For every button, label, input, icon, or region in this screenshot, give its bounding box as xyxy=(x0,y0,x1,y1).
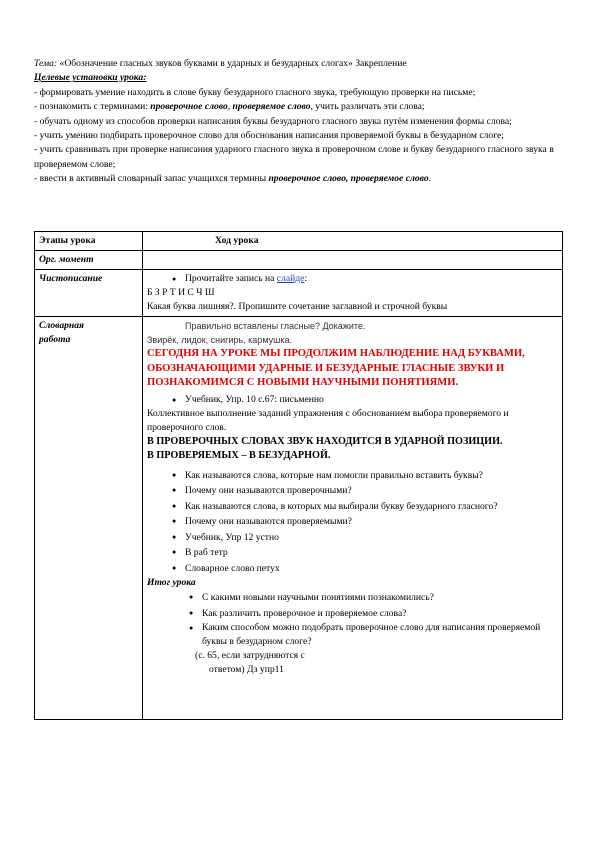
summary-heading: Итог урока xyxy=(147,577,196,588)
summary-text: Как различить проверочное и проверяемое слова? xyxy=(202,607,407,619)
penmanship-question: Какая буква лишняя?. Пропишите сочетание заглавной и строчной буквы xyxy=(147,301,448,312)
vocab-line-2: Звирёк, лидок, снигирь, кармушка. xyxy=(147,335,292,345)
list-item xyxy=(172,530,558,546)
question-text: Словарное слово петух xyxy=(185,562,280,574)
bullet-icon: ● xyxy=(172,517,177,525)
list-item xyxy=(189,621,558,649)
vocab-bold-2: В ПРОВЕРЯЕМЫХ – В БЕЗУДАРНОЙ. xyxy=(147,450,331,461)
summary-text: С какими новыми научными понятиями познакомились? xyxy=(202,592,434,603)
goal-6 xyxy=(34,172,562,186)
stage-org: Орг. момент xyxy=(35,251,143,270)
bullet-icon: ● xyxy=(172,275,177,283)
penmanship-list xyxy=(147,272,558,286)
question-text: Почему они называются проверяемыми? xyxy=(185,516,352,527)
goal-2-term-checking: проверочное слово xyxy=(150,101,228,113)
stage-vocab-line-2: работа xyxy=(39,334,71,345)
table-row-penmanship xyxy=(35,270,563,317)
bullet-icon: ● xyxy=(189,593,194,601)
goal-4: - учить умению подбирать проверочное слово для обоснования написания проверяемой буквы в безударном слоге; xyxy=(34,130,504,142)
goal-6-terms: проверочное слово, проверяемое слово xyxy=(268,173,429,185)
header-course: Ход урока xyxy=(143,232,563,251)
topic-text: «Обозначение гласных звуков буквами в ударных и безударных слогах» Закрепление xyxy=(59,58,407,69)
penmanship-item-a: Прочитайте запись на xyxy=(185,273,277,284)
bullet-icon: ● xyxy=(172,501,177,510)
slide-link[interactable]: слайде xyxy=(276,273,305,284)
summary-list xyxy=(147,590,558,649)
list-item xyxy=(172,499,558,515)
table-row-org xyxy=(35,251,563,270)
header-stage: Этапы урока xyxy=(35,232,143,251)
vocab-collective: Коллективное выполнение заданий упражнения с обоснованием выбора проверяемого и проверочного слов. xyxy=(147,407,509,433)
question-text: В раб тетр xyxy=(185,547,228,558)
bullet-icon: ● xyxy=(172,486,177,494)
goals-heading: Целевые установки урока: xyxy=(34,72,147,84)
question-text: Как называются слова, в которых мы выбирали букву безударного гласного? xyxy=(185,500,498,512)
vocab-red-statement: СЕГОДНЯ НА УРОКЕ МЫ ПРОДОЛЖИМ НАБЛЮДЕНИЕ НАД БУКВАМИ, ОБОЗНАЧАЮЩИМИ УДАРНЫЕ И БЕЗУДАРНЫЕ ГЛАСНЫЕ ЗВУКИ И ПОЗНАКОМИМСЯ С НОВЫМИ НАУЧНЫМИ ПОНЯТИЯМИ. xyxy=(147,348,525,388)
goal-6-part-c: . xyxy=(428,173,432,185)
question-text: Учебник, Упр 12 устно xyxy=(185,531,279,543)
list-item xyxy=(172,272,558,286)
list-item xyxy=(172,468,558,484)
vocab-questions-list xyxy=(147,468,558,577)
list-item xyxy=(172,514,558,530)
list-item xyxy=(172,561,558,577)
bullet-icon: ● xyxy=(189,608,194,617)
goal-6-part-a: - ввести в активный словарный запас учащихся термины xyxy=(34,173,269,185)
list-item xyxy=(172,545,558,561)
course-penmanship xyxy=(143,270,563,317)
question-text: Как называются слова, которые нам помогли правильно вставить буквы? xyxy=(185,469,483,481)
bullet-icon: ● xyxy=(172,532,177,541)
vocab-textbook: Учебник, Упр. 10 с.67: письменно xyxy=(185,393,324,405)
topic-label: Тема: xyxy=(34,58,58,69)
penmanship-item-b: : xyxy=(304,273,308,284)
goal-2-part-e: , учить различать эти слова; xyxy=(310,101,425,113)
course-org xyxy=(143,251,563,270)
list-item xyxy=(189,590,558,606)
vocab-textbook-list xyxy=(147,393,558,407)
list-item xyxy=(172,483,558,499)
penmanship-letters: Б З Р Т И С Ч Ш xyxy=(147,287,215,298)
stage-vocab-line-1: Словарная xyxy=(39,320,84,331)
vocab-line-1: Правильно вставлены гласные? Докажите. xyxy=(185,321,366,331)
goal-1: - формировать умение находить в слове букву безударного гласного звука, требующую проверки на письме; xyxy=(34,86,476,98)
list-item xyxy=(172,393,558,407)
summary-tail-1: (с. 65, если затрудняются с xyxy=(195,650,305,661)
bullet-icon: ● xyxy=(172,548,177,556)
vocab-bold-1: В ПРОВЕРОЧНЫХ СЛОВАХ ЗВУК НАХОДИТСЯ В УДАРНОЙ ПОЗИЦИИ. xyxy=(147,435,503,447)
topic-line xyxy=(34,57,562,71)
summary-tail-2: ответом) Дз упр11 xyxy=(209,664,284,675)
stage-penmanship: Чистописание xyxy=(35,270,143,317)
goal-2-part-c: , xyxy=(227,101,233,113)
bullet-icon: ● xyxy=(189,624,194,632)
bullet-icon: ● xyxy=(172,395,177,404)
goal-5: - учить сравнивать при проверке написания ударного гласного звука в проверочном слове и букву безударного гласного звука в проверяемом слове; xyxy=(34,144,554,170)
bullet-icon: ● xyxy=(172,563,177,572)
table-row-vocab xyxy=(35,317,563,720)
course-vocab xyxy=(143,317,563,720)
lesson-table xyxy=(34,231,563,720)
question-text: Почему они называются проверочными? xyxy=(185,485,352,496)
summary-text: Каким способом можно подобрать проверочное слово для написания проверяемой буквы в безударном слоге? xyxy=(202,622,541,647)
goal-2-part-a: - познакомить с терминами: xyxy=(34,101,151,113)
goal-2-term-checked: проверяемое слово xyxy=(232,101,311,113)
lesson-intro xyxy=(34,57,562,187)
list-item xyxy=(189,606,558,622)
stage-vocab xyxy=(35,317,143,720)
goal-2 xyxy=(34,100,562,114)
bullet-icon: ● xyxy=(172,470,177,479)
goal-3: - обучать одному из способов проверки написания буквы безударного гласного звука путём изменения формы слова; xyxy=(34,115,512,127)
table-header-row xyxy=(35,232,563,251)
